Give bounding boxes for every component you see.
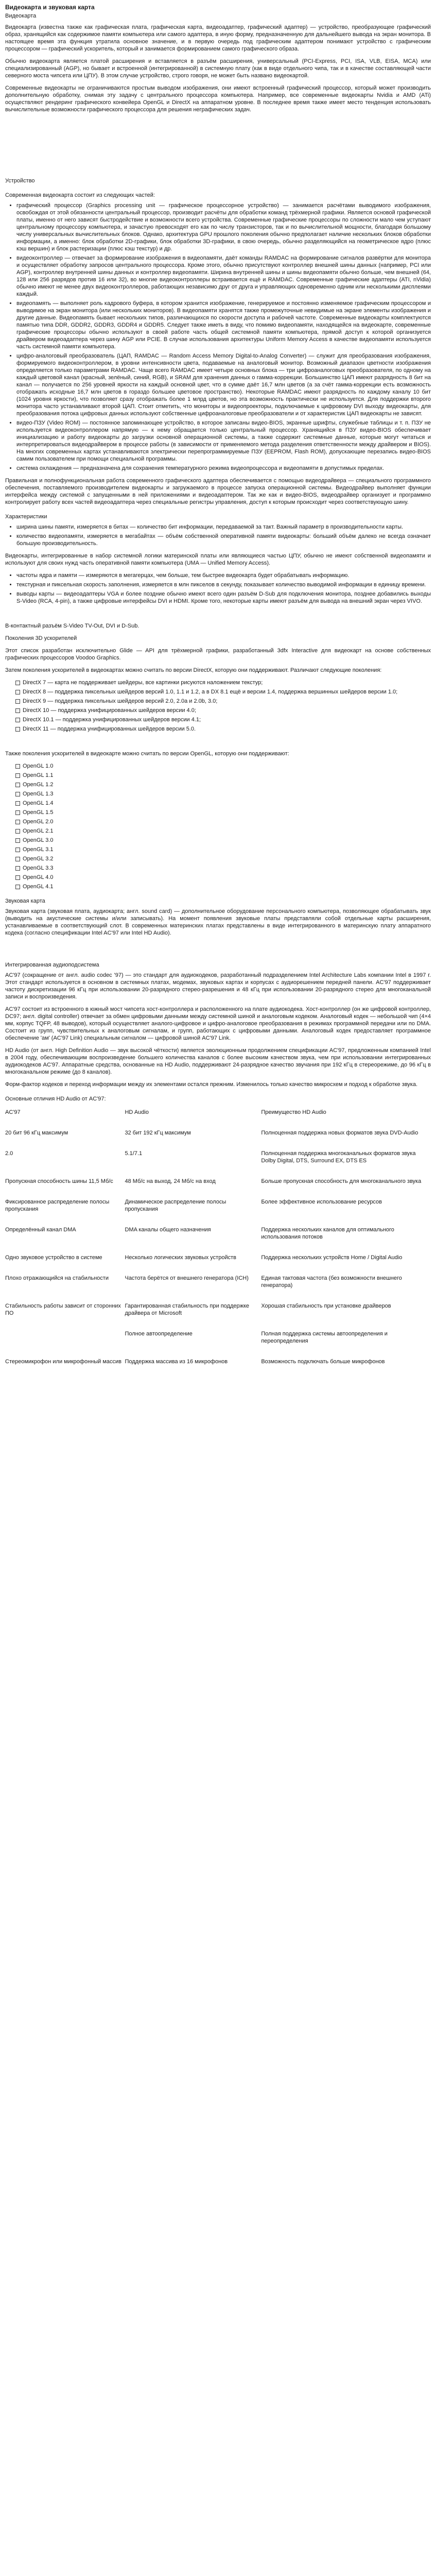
table-cell: Более эффективное использование ресурсов [261, 1199, 382, 1205]
table-cell: Возможность подключать больше микрофонов [261, 1359, 385, 1365]
table-row [5, 1300, 431, 1328]
table-cell: Полноценная поддержка многоканальных форматов звука Dolby Digital, DTS, Surround EX, DTS ES [261, 1150, 416, 1164]
sound-title: Звуковая карта [5, 898, 45, 904]
list-item: OpenGL 3.0 [15, 837, 431, 844]
table-cell: Поддержка нескольких каналов для оптимального использования потоков [261, 1227, 394, 1240]
directx-list [5, 679, 431, 733]
list-item: • цифро-аналоговый преобразователь (ЦАП, RAMDAC — Random Access Memory Digital-to-Analog Converter) — служит для преобразования изображения, формируемого видеоконтроллером, в уровни интенсивности цвета, подаваемые на аналоговый монитор. Возможный диапазон цветности изображения определяется только параметрами RAMDAC. Чаще всего RAMDAC имеет четыре основных блока — три цифроаналоговых преобразователя, по одному на каждый цветовой канал (красный, зелёный, синий, RGB), и SRAM для хранения данных о гамма-коррекции. Большинство ЦАП имеют разрядность 8 бит на канал — получается по 256 уровней яркости на каждый основной цвет, что в сумме даёт 16,7 млн цветов (а за счёт гамма-коррекции есть возможность отображать исходные 16,7 млн цветов в гораздо большее цветовое пространство). Некоторые RAMDAC имеют разрядность по каждому каналу 10 бит (1024 уровня яркости), что позволяет сразу отображать более 1 млрд цветов, но эта возможность практически не используется. Для поддержки второго монитора часто устанавливают второй ЦАП. Стоит отметить, что мониторы и видеопроекторы, подключаемые к цифровому DVI выходу видеокарты, для преобразования потока цифровых данных используют собственные цифроаналоговые преобразователи и от характеристик ЦАП видеокарты не зависят. [16, 352, 431, 417]
table-cell: Плохо отражающийся на стабильности [5, 1275, 109, 1281]
list-item: OpenGL 4.0 [15, 874, 431, 881]
list-item: DirectX 10.1 — поддержка унифицированных шейдеров версии 4.1; [15, 716, 431, 723]
api-paragraph: Этот список разработан исключительно Glide — API для трёхмерной графики, разработанный 3dfx Interactive для видеокарт на основе собственных графических процессоров Voodoo Graphics. [5, 648, 431, 661]
table-row [5, 1252, 431, 1273]
list-item: DirectX 10 — поддержка унифицированных шейдеров версии 4.0; [15, 707, 431, 714]
integrated-heading: Интегрированная аудиоподсистема [5, 962, 99, 968]
video-paragraph-2: Обычно видеокарта является платой расширения и вставляется в разъём расширения, универсальный (PCI-Express, PCI, ISA, VLB, EISA, MCA) или специализированный (AGP), но бывает и встроенной (интегрированной) в системную плату (как в виде отдельного чипа, так и в качестве составляющей части северного моста чипсета или ЦПУ). В этом случае устройство, строго говоря, не может быть названо видеокартой. [5, 58, 431, 79]
subtitle: Видеокарта [5, 13, 37, 19]
list-item: OpenGL 3.2 [15, 855, 431, 862]
outputs-caption: В-контактный разъём S-Video TV-Out, DVI и D-Sub. [5, 623, 139, 629]
table-cell: 2.0 [5, 1150, 13, 1157]
list-item: • текстурная и пиксельная скорость заполнения, измеряется в млн пикселов в секунду, показывает количество выводимой информации в единицу времени. [16, 581, 431, 588]
compare-table [5, 1107, 431, 1377]
list-item: OpenGL 1.0 [15, 762, 431, 770]
list-item: • ширина шины памяти, измеряется в битах — количество бит информации, передаваемой за такт. Важный параметр в производительности карты. [16, 523, 431, 531]
table-cell: Единая тактовая частота (без возможности внешнего генератора) [261, 1275, 402, 1289]
api-heading: Поколения 3D ускорителей [5, 635, 77, 641]
list-item: • выводы карты — видеоадаптеры VGA и более поздние обычно имеют всего один разъём D-Sub для подключения монитора, позднее добавились выходы S-Video (RCA, 4-pin), а также цифровые интерфейсы DVI и HDMI. Кроме того, некоторые карты имеют разъём для вывода на внешний экран через VIVO. [16, 590, 431, 605]
characteristics-list-2 [5, 572, 431, 605]
table-row [5, 1273, 431, 1300]
table-cell: Полноценная поддержка новых форматов звука DVD-Audio [261, 1130, 418, 1136]
list-item: • графический процессор (Graphics processing unit — графическое процессорное устройство) — занимается расчётами выводимого изображения, освобождая от этой обязанности центральный процессор, производит расчёты для обработки команд трёхмерной графики. Является основой графической платы, именно от него зависят быстродействие и возможности всего устройства. Современные графические процессоры по сложности мало чем уступают центральному процессору компьютера, и зачастую превосходят его как по числу транзисторов, так и по вычислительной мощности, благодаря большому числу универсальных вычислительных блоков. Однако, архитектура GPU прошлого поколения обычно предполагает наличие нескольких блоков обработки информации, а именно: блок обработки 2D-графики, блок обработки 3D-графики, в свою очередь, обычно разделяющийся на геометрическое ядро (плюс кэш вершин) и блок растеризации (плюс кэш текстур) и др. [16, 202, 431, 252]
characteristics-list [5, 523, 431, 547]
compare-heading: Основные отличия HD Audio от AC'97: [5, 1096, 106, 1102]
sound-paragraph-3: AC'97 состоит из встроенного в южный мост чипсета хост-контроллера и расположенного на плате аудиокодека. Хост-контроллер (он же цифровой контроллер, DC97; англ. digital controller) отвечает за обмен цифровыми данными между системной шиной и аналоговым кодеком. Аналоговый кодек — небольшой чип (4×4 мм, корпус TQFP, 48 выводов), который осуществляет аналого-цифровое и цифро-аналоговое преобразования в режимах программной передачи или по DMA. Состоит из групп, чувствительных к аналоговым сигналам, и групп, работающих с цифровыми данными. Аналоговый кодек предоставляет программное обеспечение 'ам' (AC'97 Link) специальным сигналом — цифровой шиной AC'97 Link. [5, 1006, 431, 1041]
structure-heading: Устройство [5, 178, 35, 184]
table-row [5, 1356, 431, 1377]
table-cell: 5.1/7.1 [125, 1150, 143, 1157]
opengl-list [5, 762, 431, 890]
sound-paragraph-4: HD Audio (от англ. High Definition Audio — звук высокой чёткости) является эволюционным продолжением спецификации AC'97, предложенным компанией Intel в 2004 году, обеспечивающим воспроизведение большего количества каналов с более высоким качеством звука, чем при использовании интегрированных аудиокодеков AC'97. Аппаратные средства, основанные на HD Audio, поддерживают 24-разрядное качество звучания при 192 кГц в стереорежиме, до 96 кГц в многоканальном режиме (до 8 каналов). [5, 1047, 431, 1075]
list-item: • видеоконтроллер — отвечает за формирование изображения в видеопамяти, даёт команды RAMDAC на формирование сигналов развёртки для монитора и осуществляет обработку запросов центрального процессора. Кроме этого, обычно присутствуют контроллер внешней шины данных (например, PCI или AGP), контроллер внутренней шины данных и контроллер видеопамяти. Ширина внутренней шины и шины видеопамяти обычно больше, чем внешней (64, 128 или 256 разрядов против 16 или 32), во многие видеоконтроллеры встраивается ещё и RAMDAC. Современные графические адаптеры (ATI, nVidia) обычно имеют не менее двух видеоконтроллеров, работающих независимо друг от друга и управляющих одновременно одним или несколькими дисплеями каждый. [16, 255, 431, 298]
list-item: • частоты ядра и памяти — измеряются в мегагерцах, чем больше, тем быстрее видеокарта будет обрабатывать информацию. [16, 572, 431, 579]
table-row [5, 1328, 431, 1356]
structure-paragraph: Правильная и полнофункциональная работа современного графического адаптера обеспечивается с помощью видеодрайвера — специального программного обеспечения, поставляемого производителем видеокарты и загружаемого в процессе запуска операционной системы. Видеодрайвер выполняет функции интерфейса между системой с запущенными в ней приложениями и видеоадаптером. Так же как и видео-BIOS, видеодрайвер организует и программно контролирует работу всех частей видеоадаптера через специальные регистры управления, доступ к которым происходит через соответствующую шину. [5, 478, 431, 505]
table-cell: Поддержка нескольких устройств Home / Digital Audio [261, 1255, 403, 1261]
video-paragraph-3: Современные видеокарты не ограничиваются простым выводом изображения, они имеют встроенный графический процессор, который может производить дополнительную обработку, снимая эту задачу с центрального процессора компьютера. Например, все современные видеокарты Nvidia и AMD (ATi) осуществляют рендеринг графического конвейера OpenGL и DirectX на аппаратном уровне. В последнее время также имеет место тенденция использовать вычислительные возможности графического процессора для решения неграфических задач. [5, 85, 431, 113]
list-item: DirectX 8 — поддержка пиксельных шейдеров версий 1.0, 1.1 и 1.2, а в DX 8.1 ещё и версии 1.4, поддержка вершинных шейдеров версии 1.0; [15, 688, 431, 696]
table-cell: Динамическое распределение полосы пропускания [125, 1199, 226, 1212]
sound-paragraph-1: Звуковая карта (звуковая плата, аудиокарта; англ. sound card) — дополнительное оборудование персонального компьютера, позволяющее обрабатывать звук (выводить на акустические системы и/или записывать). На момент появления звуковые платы представляли собой отдельные карты расширения, устанавливаемые в соответствующий слот. В современных материнских платах представлены в виде интегрированного в материнскую плату аппаратного кодека (согласно спецификации Intel AC'97 или Intel HD Audio). [5, 908, 431, 936]
characteristics-paragraph: Видеокарты, интегрированные в набор системной логики материнской платы или являющиеся частью ЦПУ, обычно не имеют собственной видеопамяти и используют для своих нужд часть оперативной памяти компьютера (UMA — Unified Memory Access). [5, 553, 431, 566]
table-cell: Пропускная способность шины 11,5 Мб/с [5, 1178, 113, 1184]
table-header-row [5, 1107, 431, 1127]
table-cell: Одно звуковое устройство в системе [5, 1255, 102, 1261]
table-row [5, 1224, 431, 1252]
table-cell: Стабильность работы зависит от сторонних ПО [5, 1303, 121, 1316]
table-cell: 48 Мб/с на выход, 24 Мб/с на вход [125, 1178, 216, 1184]
list-item: • количество видеопамяти, измеряется в мегабайтах — объём собственной оперативной памяти видеокарты: больший объём далеко не всегда означает большую производительность. [16, 533, 431, 547]
list-item: OpenGL 1.3 [15, 790, 431, 798]
table-cell: Хорошая стабильность при установке драйверов [261, 1303, 391, 1309]
table-cell [5, 1328, 125, 1356]
sound-paragraph-5: Форм-фактор кодеков и переход информации между их элементами остался прежним. Изменилось только качество микросхем и подход к обработке звука. [5, 1081, 418, 1088]
table-row [5, 1148, 431, 1176]
list-item: OpenGL 3.1 [15, 846, 431, 853]
list-item: OpenGL 3.3 [15, 865, 431, 872]
video-intro: Видеокарта (известна также как графическая плата, графическая карта, видеоадаптер, графический адаптер) — устройство, преобразующее графический образ, хранящийся как содержимое памяти компьютера или самого адаптера, в иную форму, предназначенную для дальнейшего вывода на экран монитора. В настоящее время эта функция утратила основное значение, и в первую очередь под графическим адаптером понимают устройство с графическим процессором — графический ускоритель, который и занимается формированием самого графического образа. [5, 24, 431, 52]
table-header: AC'97 [5, 1109, 21, 1115]
opengl-paragraph: Также поколения ускорителей в видеокарте можно считать по версии OpenGL, которую они поддерживают: [5, 751, 289, 757]
list-item: • система охлаждения — предназначена для сохранения температурного режима видеопроцессора и видеопамяти в допустимых пределах. [16, 465, 431, 472]
characteristics-heading: Характеристики [5, 514, 47, 520]
list-item: • видео-ПЗУ (Video ROM) — постоянное запоминающее устройство, в которое записаны видео-BIOS, экранные шрифты, служебные таблицы и т. п. ПЗУ не используется видеоконтроллером напрямую — к нему обращается только центральный процессор. Хранящийся в ПЗУ видео-BIOS обеспечивает инициализацию и работу видеокарты до загрузки основной операционной системы, а также содержит системные данные, которые могут читаться и интерпретироваться видеодрайвером в процессе работы (в зависимости от применяемого метода разделения ответственности между драйвером и BIOS). На многих современных картах устанавливаются электрически перепрограммируемые ПЗУ (EEPROM, Flash ROM), допускающие перезапись видео-BIOS самим пользователем при помощи специальной программы. [16, 419, 431, 463]
table-header: Преимущество HD Audio [261, 1109, 326, 1115]
table-cell: 20 бит 96 кГц максимум [5, 1130, 68, 1136]
table-cell: Стереомикрофон или микрофонный массив [5, 1359, 121, 1365]
table-cell: Поддержка массива из 16 микрофонов [125, 1359, 228, 1365]
list-item: OpenGL 2.0 [15, 818, 431, 825]
list-item: OpenGL 2.1 [15, 827, 431, 835]
table-cell: Гарантированная стабильность при поддержке драйвера от Microsoft [125, 1303, 250, 1316]
page-title: Видеокарта и звуковая карта [5, 4, 95, 11]
table-cell: Фиксированное распределение полосы пропускания [5, 1199, 110, 1212]
table-cell: Несколько логических звуковых устройств [125, 1255, 236, 1261]
list-item: OpenGL 1.2 [15, 781, 431, 788]
table-row [5, 1127, 431, 1148]
table-cell: DMA каналы общего назначения [125, 1227, 211, 1233]
sound-paragraph-2: AC'97 (сокращение от англ. audio codec '97) — это стандарт для аудиокодеков, разработанный подразделением Intel Architecture Labs компании Intel в 1997 г. Этот стандарт используется в основном в системных платах, модемах, звуковых картах и корпусах с аудиорешением передней панели. AC'97 поддерживает частоту дискретизации 96 кГц при использовании 20-разрядного стерео-разрешения и 48 кГц при использовании 20-разрядного стерео для многоканальной записи и воспроизведения. [5, 972, 431, 1000]
table-row [5, 1196, 431, 1224]
directx-paragraph: Затем поколения ускорителей в видеокартах можно считать по версии DirectX, которую они поддерживают. Различают следующие поколения: [5, 667, 382, 673]
table-cell: Полное автоопределение [125, 1331, 193, 1337]
list-item: DirectX 11 — поддержка унифицированных шейдеров версии 5.0. [15, 725, 431, 733]
list-item: OpenGL 4.1 [15, 883, 431, 890]
list-item: DirectX 7 — карта не поддерживает шейдеры, все картинки рисуются наложением текстур; [15, 679, 431, 686]
table-row [5, 1176, 431, 1196]
list-item: OpenGL 1.1 [15, 772, 431, 779]
structure-intro: Современная видеокарта состоит из следующих частей: [5, 192, 155, 198]
table-header: HD Audio [125, 1109, 149, 1115]
list-item: OpenGL 1.5 [15, 809, 431, 816]
table-cell: Определённый канал DMA [5, 1227, 76, 1233]
list-item: OpenGL 1.4 [15, 800, 431, 807]
table-cell: 32 бит 192 кГц максимум [125, 1130, 191, 1136]
list-item: • видеопамять — выполняет роль кадрового буфера, в котором хранится изображение, генерируемое и постоянно изменяемое графическим процессором и выводимое на экран монитора (или нескольких мониторов). В видеопамяти хранятся также промежуточные невидимые на экране элементы изображения и другие данные. Видеопамять бывает нескольких типов, различающихся по скорости доступа и рабочей частоте. Современные видеокарты комплектуются памятью типа DDR, GDDR2, GDDR3, GDDR4 и GDDR5. Следует также иметь в виду, что помимо видеопамяти, находящейся на видеокарте, современные графические процессоры обычно используют в своей работе часть общей системной памяти компьютера, прямой доступ к которой организуется драйвером видеоадаптера через шину AGP или PCIE. В случае использования архитектуры Uniform Memory Access в качестве видеопамяти используется часть системной памяти компьютера. [16, 300, 431, 350]
table-cell: Больше пропускная способность для многоканального звука [261, 1178, 422, 1184]
list-item: DirectX 9 — поддержка пиксельных шейдеров версий 2.0, 2.0a и 2.0b, 3.0; [15, 698, 431, 705]
table-cell: Частота берётся от внешнего генератора (ICH) [125, 1275, 249, 1281]
structure-list [5, 202, 431, 472]
table-cell: Полная поддержка системы автоопределения и переопределения [261, 1331, 388, 1344]
